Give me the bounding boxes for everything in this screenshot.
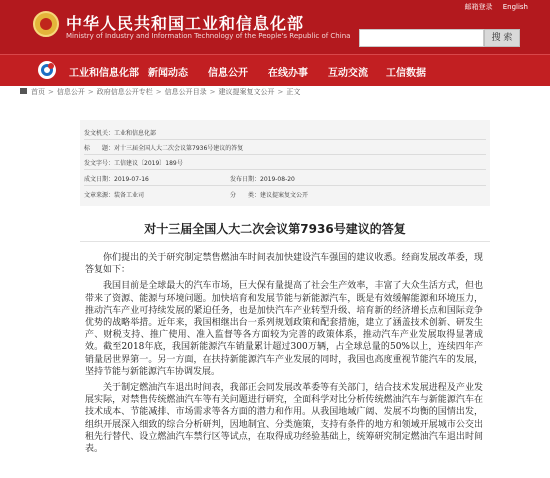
meta-created: 成文日期：2019-07-16: [84, 176, 149, 183]
document-body: [85, 252, 483, 459]
nav-item-info[interactable]: 信息公开: [208, 68, 248, 79]
search-button[interactable]: 搜 索: [484, 29, 520, 47]
meta-title-label: 标 题：: [84, 145, 115, 152]
main-nav: [0, 54, 550, 86]
breadcrumb: 首页 > 信息公开 > 政府信息公开专栏 > 信息公开目录 > 建议提案复文公开 > 正文: [20, 87, 300, 101]
meta-doc-no: 发文字号：工信建议〔2019〕189号: [84, 160, 183, 167]
site-subtitle: Ministry of Industry and Information Technology of the People's Republic of China: [66, 32, 351, 40]
divider: [80, 241, 490, 242]
breadcrumb-column[interactable]: 政府信息公开专栏: [96, 88, 153, 96]
meta-title: [84, 143, 243, 152]
breadcrumb-info[interactable]: 信息公开: [56, 88, 85, 96]
document-title: 对十三届全国人大二次会议第7936号建议的答复: [144, 222, 406, 236]
search-input[interactable]: [359, 29, 484, 47]
breadcrumb-catalog[interactable]: 信息公开目录: [164, 88, 207, 96]
mail-login-link[interactable]: 邮箱登录: [464, 3, 493, 11]
nav-item-services[interactable]: 在线办事: [268, 68, 308, 79]
english-link[interactable]: English: [502, 3, 528, 11]
home-icon: [20, 88, 27, 94]
site-title: 中华人民共和国工业和信息化部: [66, 14, 305, 33]
document-meta-box: [80, 120, 490, 206]
body-paragraph: 关于制定燃油汽车退出时间表，我部正会同发展改革委等有关部门，结合技术发展进程及产业发展实际，对禁售传统燃油汽车等有关问题进行研究，全面科学对比分析传统燃油汽车与新能源汽车在技术成本、节能减排、市场需求等各方面的潜力和作用。从我国地域广阔、发展不均衡的国情出发，组织开展深入细致的综合分析研判，因地制宜、分类施策，支持有条件的地方和领域开展城市公交出租先行替代、设立燃油汽车禁行区等试点，在取得成功经验基础上，统筹研究制定燃油汽车退出时间表。: [85, 383, 483, 455]
top-links: [456, 2, 528, 12]
national-emblem-icon: [33, 11, 59, 37]
meta-source: 文章来源：装备工业司: [84, 192, 145, 199]
meta-publisher: 发文机关：工业和信息化部: [84, 130, 157, 137]
meta-title-value: 对十三届全国人大二次会议第7936号建议的答复: [114, 145, 244, 152]
breadcrumb-home[interactable]: 首页: [31, 88, 45, 96]
body-paragraph: 我国目前是全球最大的汽车市场，巨大保有量提高了社会生产效率，丰富了大众生活方式，但也带来了资源、能源与环境问题。加快培育和发展节能与新能源汽车，既是有效缓解能源和环境压力，推动汽车产业可持续发展的紧迫任务，也是加快汽车产业转型升级、培育新的经济增长点和国际竞争优势的战略举措。近年来，我国相继出台一系列规划政策和配套措施，建立了涵盖技术创新、研发生产、财税支持、推广使用、准入监督等各方面较为完善的政策体系，推动汽车产业发展取得显著成效。截至2018年底，我国新能源汽车销量累计超过300万辆，占全球总量的50%以上，连续四年产销量居世界第一。另一方面，在扶持新能源汽车产业发展的同时，我国也高度重视节能汽车的发展，坚持节能与新能源汽车协调发展。: [85, 281, 483, 377]
breadcrumb-proposals[interactable]: 建议提案复文公开: [218, 88, 275, 96]
nav-logo-icon: [38, 61, 56, 79]
nav-item-interaction[interactable]: 互动交流: [328, 68, 368, 79]
nav-item-data[interactable]: 工信数据: [386, 68, 426, 79]
body-paragraph: 你们提出的关于研究制定禁售燃油车时间表加快建设汽车强国的建议收悉。经商发展改革委，现答复如下：: [85, 253, 483, 276]
breadcrumb-current: 正文: [286, 88, 301, 96]
nav-item-home[interactable]: 工业和信息化部: [69, 68, 139, 79]
meta-published: 发布日期：2019-08-20: [230, 176, 295, 183]
site-header: [0, 0, 550, 54]
meta-category: 分 类：建议提案复文公开: [230, 192, 309, 199]
nav-item-news[interactable]: 新闻动态: [148, 68, 188, 79]
